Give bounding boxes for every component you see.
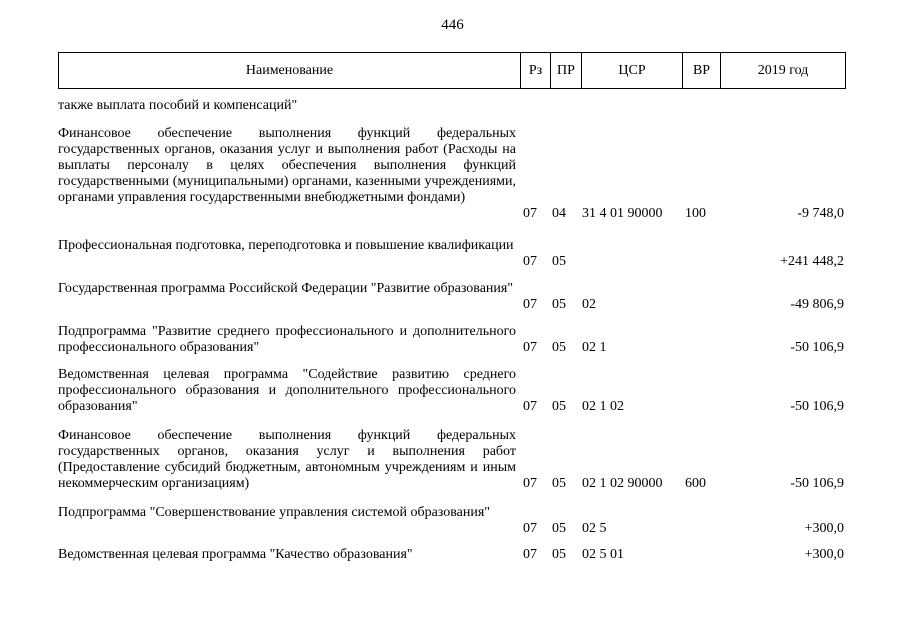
row-rz: 07 [523,399,537,414]
row-csr: 02 5 01 [582,547,624,562]
row-name: Государственная программа Российской Федерации "Развитие образования" [58,281,514,296]
row-pr: 05 [552,521,566,536]
header-csr: ЦСР [582,53,683,88]
row-rz: 07 [523,521,537,536]
row-amount: -50 106,9 [790,399,844,414]
row-pr: 05 [552,340,566,355]
row-amount: -9 748,0 [797,206,844,221]
row-csr: 02 1 [582,340,607,355]
row-name: Подпрограмма "Развитие среднего профессионального и дополнительного профессионального образования" [58,324,516,355]
row-rz: 07 [523,206,537,221]
table-row [58,126,846,222]
table-row [58,547,846,563]
row-amount: +300,0 [804,547,844,562]
header-rz: Рз [521,53,551,88]
row-rz: 07 [523,547,537,562]
header-vr: ВР [683,53,721,88]
row-rz: 07 [523,340,537,355]
row-pr: 05 [552,254,566,269]
row-name: Ведомственная целевая программа "Качество образования" [58,547,413,562]
table-row [58,281,846,313]
table-row [58,238,846,270]
row-pr: 04 [552,206,566,221]
table-row [58,98,846,114]
row-name: также выплата пособий и компенсаций" [58,98,298,113]
row-name: Финансовое обеспечение выполнения функций федеральных государственных органов, оказания услуг и выполнения работ (Расходы на выплаты персоналу в целях обеспечения выполнения функций государственными (муниципальными) органами, казенными учреждениями, органами управления государственными внебюджетными фондами) [58,126,516,205]
row-csr: 02 [582,297,596,312]
table-row [58,324,846,356]
table-header [58,52,846,89]
row-name: Профессиональная подготовка, переподготовка и повышение квалификации [58,238,514,253]
row-name: Финансовое обеспечение выполнения функций федеральных государственных органов, оказания услуг и выполнения работ (Предоставление субсидий бюджетным, автономным учреждениям и иным некоммерческим организациям) [58,428,516,491]
row-csr: 02 1 02 90000 [582,476,663,491]
row-amount: -49 806,9 [790,297,844,312]
header-name: Наименование [59,53,521,88]
row-vr: 600 [685,476,706,491]
table-row [58,505,846,537]
row-csr: 02 5 [582,521,607,536]
row-name: Ведомственная целевая программа "Содействие развитию среднего профессионального образования и дополнительного профессионального образования" [58,367,516,414]
row-amount: +241 448,2 [780,254,844,269]
row-rz: 07 [523,254,537,269]
header-year: 2019 год [757,63,809,78]
row-csr: 31 4 01 90000 [582,206,663,221]
row-name: Подпрограмма "Совершенствование управления системой образования" [58,505,491,520]
row-pr: 05 [552,297,566,312]
header-pr: ПР [551,53,582,88]
table-row [58,428,846,492]
row-rz: 07 [523,476,537,491]
table-row [58,367,846,415]
row-rz: 07 [523,297,537,312]
row-pr: 05 [552,399,566,414]
row-vr: 100 [685,206,706,221]
row-csr: 02 1 02 [582,399,624,414]
row-amount: +300,0 [804,521,844,536]
page-number: 446 [441,17,464,33]
row-amount: -50 106,9 [790,476,844,491]
row-pr: 05 [552,547,566,562]
row-amount: -50 106,9 [790,340,844,355]
row-pr: 05 [552,476,566,491]
